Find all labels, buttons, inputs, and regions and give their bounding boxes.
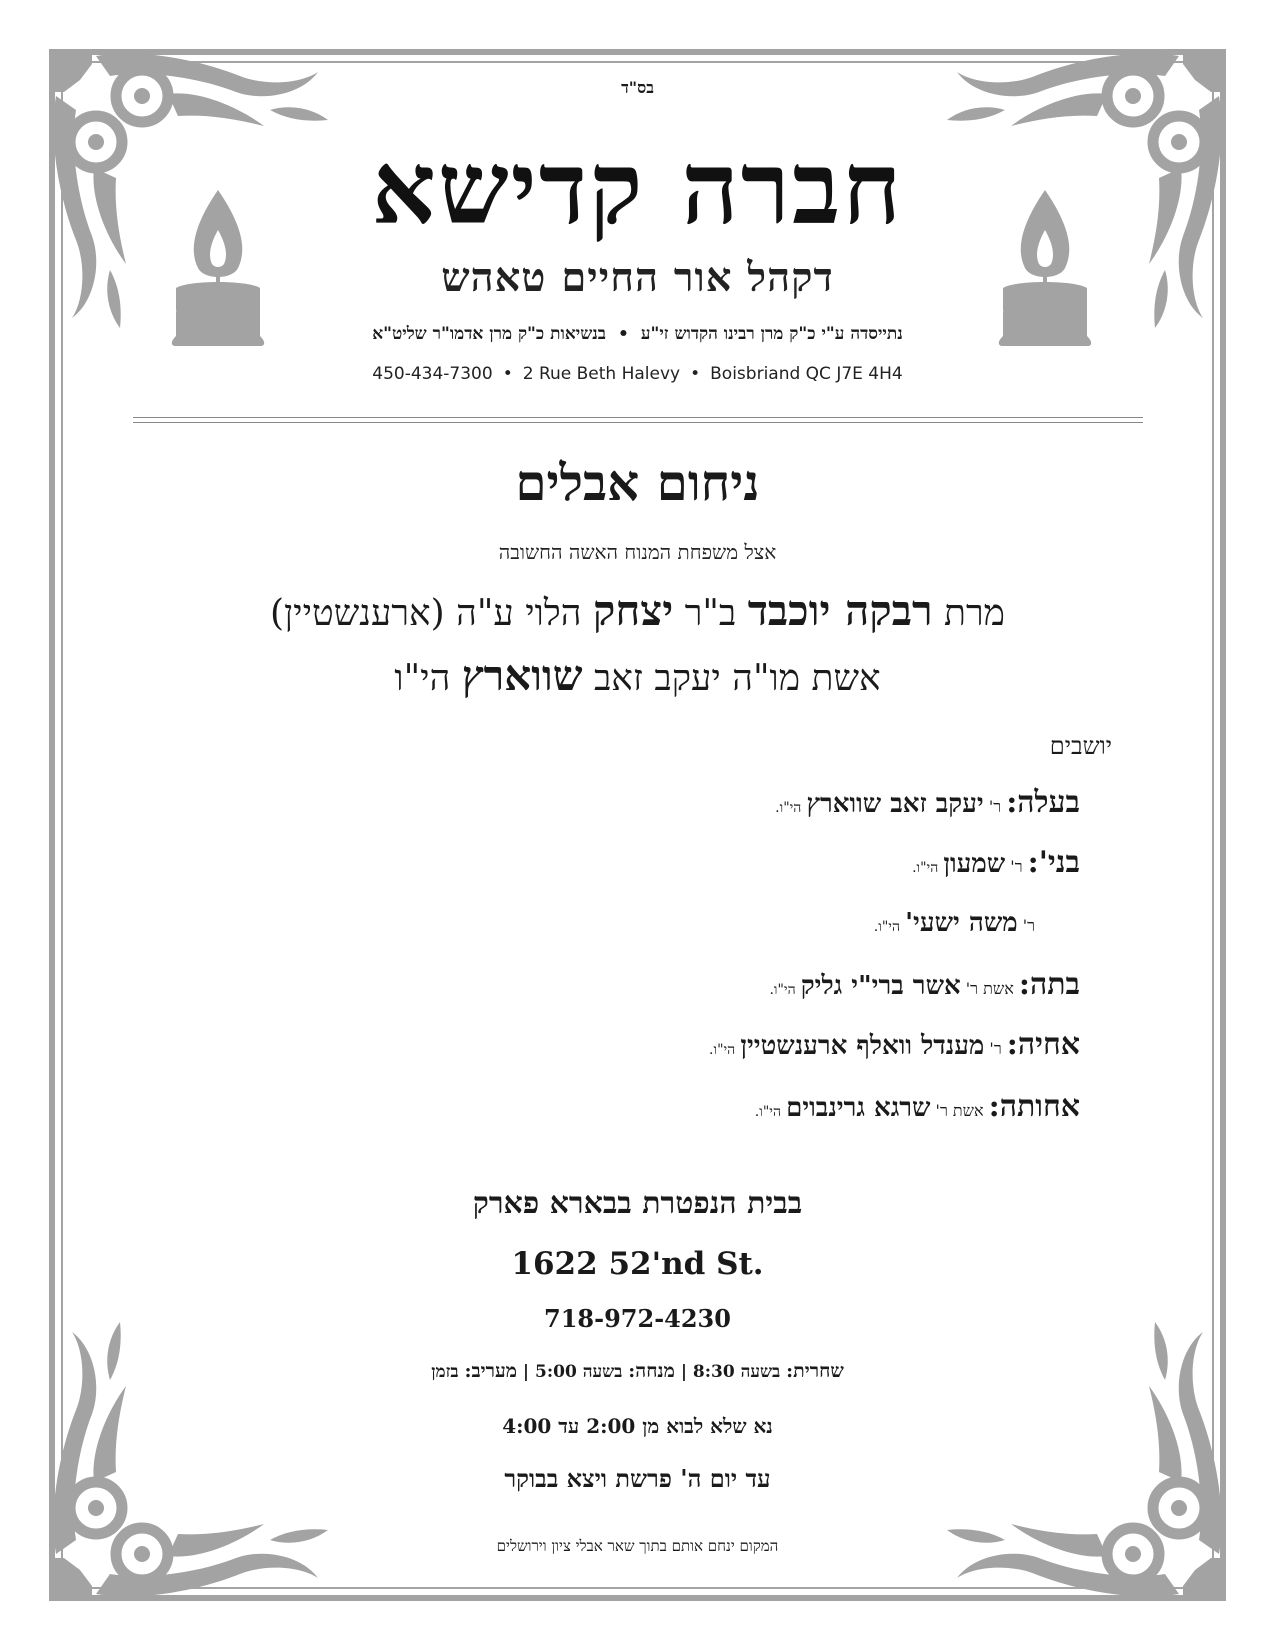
maariv-time: בזמן <box>431 1362 459 1382</box>
sitting-label: יושבים <box>1049 732 1112 760</box>
shiva-end: עד יום ה' פרשת ויצא בבוקר <box>504 1464 771 1493</box>
husband-line <box>0 653 1275 699</box>
mourner-name: יעקב זאב שווארץ <box>806 789 984 819</box>
husband-surname: שווארץ <box>461 651 583 700</box>
bullet-separator: • <box>617 324 629 344</box>
closing-blessing: המקום ינחם אותם בתוך שאר אבלי ציון וירושלים <box>496 1537 779 1555</box>
mourner-prefix: ר' <box>1010 857 1023 876</box>
founded-text-2: בנשיאות כ"ק מרן אדמו"ר שליט"א <box>372 324 606 344</box>
shacharis-label: שחרית: <box>786 1360 844 1382</box>
bsd-header: בס"ד <box>621 78 654 97</box>
mourner-prefix: ר' <box>989 1039 1002 1058</box>
father-name: יצחק <box>592 586 674 635</box>
founded-line <box>0 324 1275 344</box>
mourner-relation: אחיה: <box>1006 1027 1080 1062</box>
mourner-suffix: הי"ו. <box>873 919 900 935</box>
mourner-name: שרגא גרינבוים <box>786 1093 931 1123</box>
name-suffix: הלוי ע"ה (ארענשטיין) <box>269 593 582 634</box>
location-phone: 718-972-4230 <box>544 1304 731 1333</box>
page-subtitle: דקהל אור החיים טאהש <box>441 254 834 301</box>
wife-of: אשת מו"ה יעקב זאב <box>593 658 881 699</box>
mourner-prefix: אשת ר' <box>935 1101 984 1120</box>
deceased-name: רבקה יוכבד <box>747 586 933 635</box>
mourner-row <box>775 785 1080 820</box>
mourner-suffix: הי"ו. <box>709 1042 736 1058</box>
mourner-relation: בני': <box>1027 845 1080 880</box>
separator: | <box>680 1362 687 1382</box>
mourner-row <box>754 1089 1080 1124</box>
mourner-name: שמעון <box>943 849 1006 879</box>
mourner-name: משה ישעי' <box>905 908 1018 938</box>
bullet-separator: • <box>690 364 701 384</box>
deceased-name-line <box>0 588 1275 634</box>
mourner-relation: אחותה: <box>988 1089 1080 1124</box>
org-city: Boisbriand QC J7E 4H4 <box>710 364 903 384</box>
mourner-relation: בתה: <box>1018 967 1080 1002</box>
mourner-suffix: הי"ו. <box>754 1104 781 1120</box>
mourner-row <box>912 845 1080 880</box>
name-bar: ב"ר <box>684 593 737 634</box>
maariv-label: מעריב: <box>464 1360 517 1382</box>
divider-bottom <box>133 422 1143 423</box>
family-line: אצל משפחת המנוח האשה החשובה <box>498 540 777 564</box>
mourner-suffix: הי"ו. <box>769 982 796 998</box>
founded-text-1: נתייסדה ע"י כ"ק מרן רבינו הקדוש זי"ע <box>640 324 903 344</box>
location-address: 1622 52'nd St. <box>511 1246 764 1282</box>
mincha-label: מנחה: <box>628 1360 675 1382</box>
visiting-hours: נא שלא לבוא מן 2:00 עד 4:00 <box>502 1414 773 1438</box>
notice-heading: ניחום אבלים <box>515 453 760 512</box>
page-title: חברה קדישא <box>371 129 904 247</box>
mourner-row <box>874 910 1035 936</box>
mourner-suffix: הי"ו. <box>912 860 939 876</box>
bullet-separator: • <box>502 364 513 384</box>
mourner-prefix: ר' <box>988 797 1002 816</box>
mourner-row <box>709 1027 1080 1062</box>
mourner-row <box>769 967 1080 1002</box>
separator: | <box>522 1362 530 1382</box>
location-heading: בבית הנפטרת בבארא פארק <box>472 1186 803 1221</box>
org-phone: 450-434-7300 <box>372 364 493 384</box>
husband-suffix: הי"ו <box>394 658 451 699</box>
contact-line <box>0 364 1275 384</box>
mourner-prefix: ר' <box>1022 916 1035 935</box>
mourner-name: מענדל וואלף ארענשטיין <box>740 1031 985 1061</box>
shacharis-time: בשעה 8:30 <box>692 1362 781 1382</box>
divider-top <box>133 417 1143 418</box>
mourner-relation: בעלה: <box>1006 785 1080 820</box>
mourner-suffix: הי"ו. <box>775 800 802 816</box>
mourner-name: אשר ברי"י גליק <box>800 971 961 1001</box>
org-street: 2 Rue Beth Halevy <box>522 364 681 384</box>
prayer-times <box>0 1360 1275 1383</box>
name-prefix: מרת <box>944 593 1006 634</box>
mourner-prefix: אשת ר' <box>965 979 1014 998</box>
mincha-time: בשעה 5:00 <box>535 1362 623 1382</box>
